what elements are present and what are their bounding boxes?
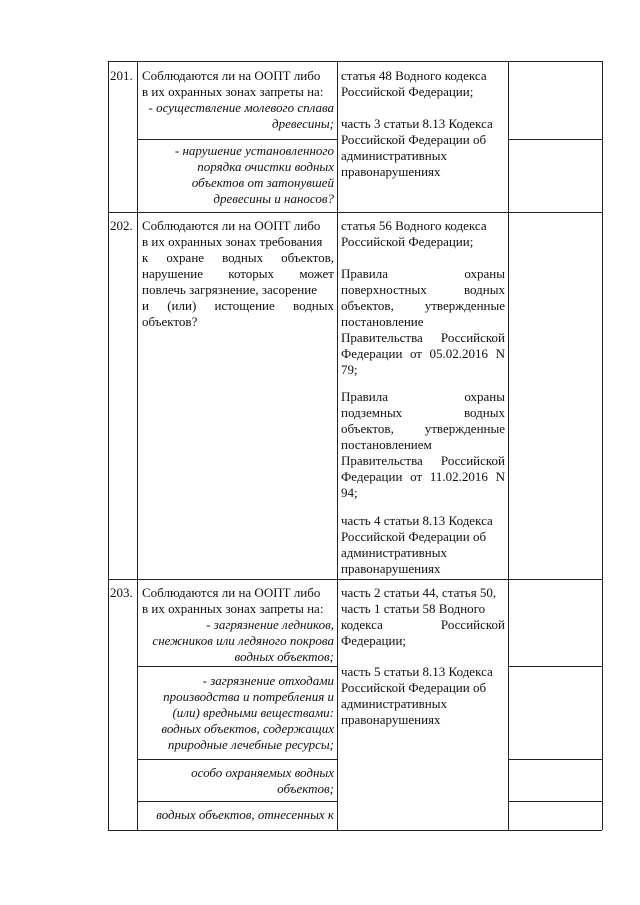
row-divider-203-sub2-mark	[508, 759, 602, 760]
question-item: - загрязнение ледников, снежников или ледяного покрова водных объектов;	[152, 617, 334, 664]
question-text: Соблюдаются ли на ООПТ либо в их охранных зонах требования к охране водных объектов, нарушение которых может повлечь загрязнение, засорение и (или) истощение водных объектов?	[142, 218, 334, 329]
reference-text: часть 4 статьи 8.13 Кодекса Российской Федерации об административных правонарушениях	[341, 513, 493, 576]
reference-text: часть 5 статьи 8.13 Кодекса Российской Федерации об административных правонарушениях	[341, 664, 493, 727]
question-text: Соблюдаются ли на ООПТ либо в их охранных зонах запреты на:	[142, 585, 324, 616]
question-item: - загрязнение отходами производства и потребления и (или) вредными веществами: водных объектов, содержащих природные лечебные ресурсы;	[161, 673, 334, 752]
row-divider-203-sub2	[137, 759, 337, 760]
reference-text: статья 48 Водного кодекса Российской Федерации;	[341, 68, 487, 99]
table-border-right	[602, 61, 603, 830]
reference-text: часть 2 статьи 44, статья 50, часть 1 статьи 58 Водного кодекса Российской Федерации;	[341, 585, 505, 648]
reference-text: часть 3 статьи 8.13 Кодекса Российской Федерации об административных правонарушениях	[341, 116, 493, 179]
row-divider-203-sub1-mark	[508, 666, 602, 667]
table-border-bottom	[108, 830, 602, 831]
column-divider-number	[137, 61, 138, 830]
question-text: Соблюдаются ли на ООПТ либо в их охранных зонах запреты на:	[142, 68, 324, 99]
table-border-top	[108, 61, 602, 62]
row-number: 201.	[110, 68, 133, 83]
row-divider-203-sub1	[137, 666, 337, 667]
row-divider-201-202	[108, 212, 602, 213]
question-item: - осуществление молевого сплава древесины;	[148, 100, 334, 131]
question-item: водных объектов, отнесенных к	[156, 807, 334, 822]
row-divider-201-mark	[508, 139, 602, 140]
reference-text: Правила охраны подземных водных объектов, утвержденные постановлением Правительства Российской Федерации от 11.02.2016 N 94;	[341, 389, 505, 500]
reference-text: Правила охраны поверхностных водных объектов, утвержденные постановление Правительства Российской Федерации от 05.02.2016 N 79;	[341, 266, 505, 377]
row-divider-203-sub3	[137, 801, 337, 802]
table-border-left	[108, 61, 109, 830]
column-divider-question	[337, 61, 338, 830]
reference-text: статья 56 Водного кодекса Российской Федерации;	[341, 218, 487, 249]
row-divider-202-203	[108, 579, 602, 580]
row-number: 203.	[110, 585, 133, 600]
row-divider-203-sub3-mark	[508, 801, 602, 802]
question-item: особо охраняемых водных объектов;	[191, 765, 334, 796]
question-item: - нарушение установленного порядка очистки водных объектов от затонувшей древесины и наносов?	[174, 143, 334, 206]
column-divider-reference	[508, 61, 509, 830]
row-divider-201-sub	[137, 139, 337, 140]
row-number: 202.	[110, 218, 133, 233]
